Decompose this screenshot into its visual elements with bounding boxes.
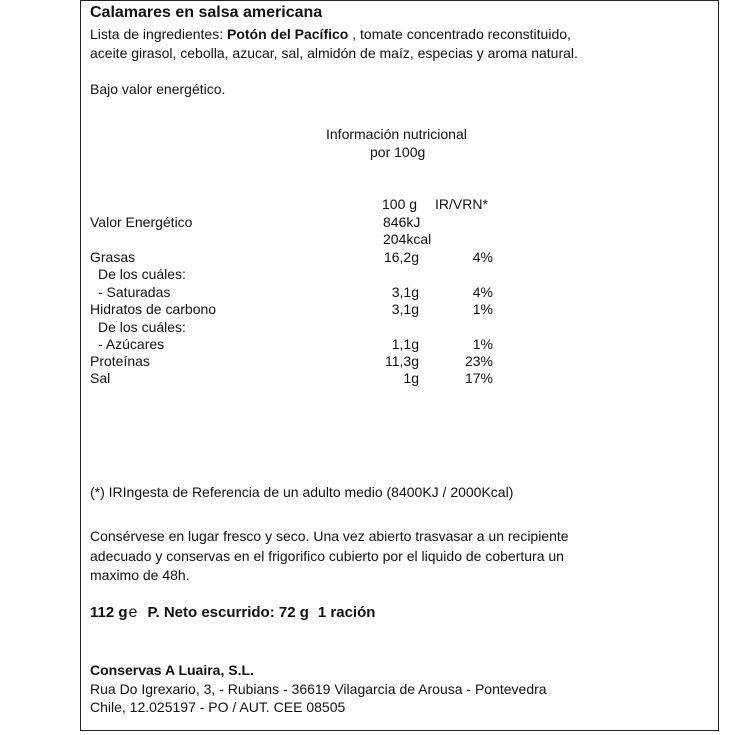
row-ir-protein: 23% [464,353,493,369]
ingredients-lead: Lista de ingredientes: [90,26,227,42]
nutrition-subheading: por 100g [370,144,426,160]
column-header-100g: 100 g [382,196,418,212]
estimated-e-mark: e [128,604,138,621]
row-label-carbs: Hidratos de carbono [90,301,217,317]
row-value-energy-kj: 846kJ [383,214,421,230]
drained-weight: P. Neto escurrido: 72 g [147,604,309,621]
net-weight: 112 g [90,604,128,621]
row-label-of-which-1: De los cuáles: [98,266,186,282]
row-value-saturated: 3,1g [391,284,419,300]
ingredients-rest: , tomate concentrado reconstituido, [348,26,571,42]
row-label-fat: Grasas [90,249,136,265]
row-ir-sugars: 1% [472,336,493,352]
row-ir-carbs: 1% [472,301,493,317]
row-label-salt: Sal [90,370,111,386]
ingredients-line-2: aceite girasol, cebolla, azucar, sal, almidón de maíz, especias y aroma natural. [90,45,578,61]
row-value-energy-kcal: 204kcal [383,231,432,247]
row-value-salt: 1g [403,370,419,386]
row-ir-fat: 4% [472,249,493,265]
row-value-fat: 16,2g [383,249,419,265]
row-ir-saturated: 4% [472,284,493,300]
product-title: Calamares en salsa americana [90,4,323,21]
net-weight-line [90,604,375,621]
storage-line-1: Consérvese en lugar fresco y seco. Una vez abierto trasvasar a un recipiente [90,528,569,544]
row-value-sugars: 1,1g [391,336,419,352]
row-value-protein: 11,3g [385,353,419,369]
reference-footnote: (*) IRIngesta de Referencia de un adulto medio (8400KJ / 2000Kcal) [90,484,514,500]
nutrition-heading: Información nutricional [326,126,467,142]
row-label-of-which-2: De los cuáles: [98,319,186,335]
row-ir-salt: 17% [464,370,493,386]
column-header-ir: IR/VRN* [435,196,488,212]
company-address: Rua Do Igrexario, 3, - Rubians - 36619 Vilagarcia de Arousa - Pontevedra [90,681,547,697]
row-label-protein: Proteínas [90,353,150,369]
storage-line-2: adecuado y conservas en el frigorifico cubierto por el liquido de cobertura un [90,548,564,564]
company-name: Conservas A Luaira, S.L. [90,662,254,678]
row-label-energy: Valor Energético [90,214,193,230]
company-registry: Chile, 12.025197 - PO / AUT. CEE 08505 [90,699,346,715]
portions: 1 ración [317,604,376,621]
row-value-carbs: 3,1g [391,301,419,317]
storage-line-3: maximo de 48h. [90,567,190,583]
row-label-saturated: - Saturadas [98,284,171,300]
low-energy-claim: Bajo valor energético. [90,81,226,97]
row-label-sugars: - Azúcares [98,336,165,352]
ingredients-line-1 [90,26,571,43]
ingredients-highlight: Potón del Pacífico [226,26,349,42]
